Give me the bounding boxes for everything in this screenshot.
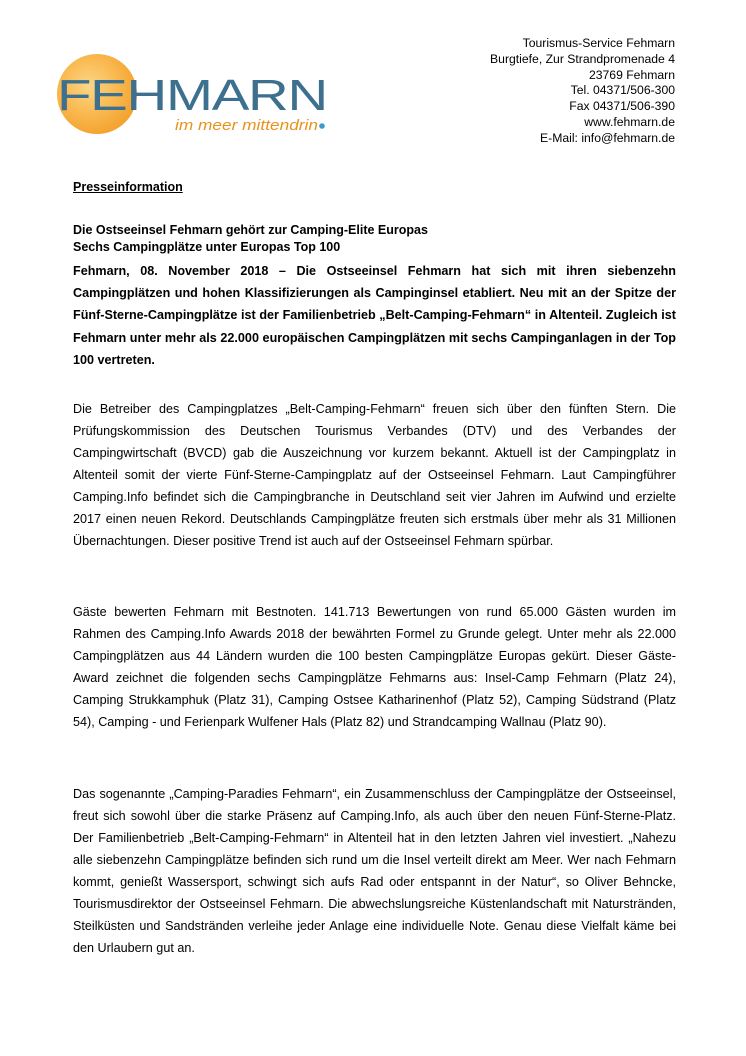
paragraph-text: Gäste bewerten Fehmarn mit Bestnoten. 141.713 Bewertungen von rund 65.000 Gästen wurden im Rahmen des Camping.Info Awards 2018 der bewährten Formel zu Grunde gelegt. Unter mehr als 22.000 Campingplätzen aus 44 Ländern wurden die 100 besten Campingplätze Europas gekürt. Dieser Gäste-Award zeichnet die folgenden sechs Campingplätze Fehmarns aus: Insel-Camp Fehmarn (Platz 24), Camping Strukkamphuk (Platz 31), Camping Ostsee Katharinenhof (Platz 52), Camping Südstrand (Platz 54), Camping - und Ferienpark Wulfener Hals (Platz 82) und Strandcamping Wallnau (Platz 90). — [73, 605, 676, 729]
headline: Die Ostseeinsel Fehmarn gehört zur Camping-Elite Europas — [73, 223, 428, 237]
address-line-website: www.fehmarn.de — [584, 114, 675, 129]
fehmarn-logo — [55, 52, 335, 147]
body-paragraph-1 — [73, 398, 676, 552]
address-line-organisation: Tourismus-Service Fehmarn — [522, 36, 675, 50]
section-label: Presseinformation — [73, 180, 183, 194]
body-paragraph-2 — [73, 601, 676, 733]
paragraph-text: Die Betreiber des Campingplatzes „Belt-Camping-Fehmarn“ freuen sich über den fünften Stern. Die Prüfungskommission des Deutschen Tourismus Verbandes (DTV) und des Verbandes der Campingwirtschaft (BVCD) gab die Auszeichnung vor kurzem bekannt. Aktuell ist der Campingplatz in Altenteil somit der vierte Fünf-Sterne-Campingplatz auf der Ostseeinsel Fehmarn. Laut Campingführer Camping.Info befindet sich die Campingbranche in Deutschland seit vier Jahren im Aufwind und erzielte 2017 einen neuen Rekord. Deutschlands Campingplätze freuten sich erstmals über mehr als 31 Millionen Übernachtungen. Dieser positive Trend ist auch auf der Ostseeinsel Fehmarn spürbar. — [73, 402, 676, 548]
address-line-email: E-Mail: info@fehmarn.de — [540, 130, 675, 145]
logo-tagline: im meer mittendrin — [175, 118, 318, 134]
address-line-city: 23769 Fehmarn — [588, 67, 675, 82]
lead-text: Fehmarn, 08. November 2018 – Die Ostseeinsel Fehmarn hat sich mit ihren siebenzehn Campingplätzen und hohen Klassifizierungen als Campinginsel etabliert. Neu mit an der Spitze der Fünf-Sterne-Campingplätze ist der Familienbetrieb „Belt-Camping-Fehmarn“ in Altenteil. Zugleich ist Fehmarn unter mehr als 22.000 europäischen Campingplätzen mit sechs Campinganlagen in der Top 100 vertreten. — [73, 264, 676, 367]
body-paragraph-3 — [73, 783, 676, 959]
address-line-phone: Tel. 04371/506-300 — [570, 83, 675, 98]
lead-paragraph — [73, 260, 676, 371]
logo-wordmark: FEHMARN — [57, 71, 327, 120]
fehmarn-logo-graphic — [55, 52, 335, 147]
address-line-fax: Fax 04371/506-390 — [569, 99, 675, 114]
paragraph-text: Das sogenannte „Camping-Paradies Fehmarn“, ein Zusammenschluss der Campingplätze der Ostseeinsel, freut sich sowohl über die starke Präsenz auf Camping.Info, als auch über den neuen Fünf-Sterne-Platz. Der Familienbetrieb „Belt-Camping-Fehmarn“ in Altenteil hat in den letzten Jahren viel investiert. „Nahezu alle siebenzehn Campingplätze befinden sich rund um die Insel verteilt direkt am Meer. Wer nach Fehmarn kommt, genießt Wassersport, schwingt sich aufs Rad oder entspannt in der Natur“, so Oliver Behncke, Tourismusdirektor der Ostseeinsel Fehmarn. Die abwechslungsreiche Küstenlandschaft mit Naturstränden, Steilküsten und Sandstränden verleihe jeder Anlage eine individuelle Note. Genau diese Vielfalt käme bei den Urlaubern gut an. — [73, 787, 676, 955]
subheadline: Sechs Campingplätze unter Europas Top 100 — [73, 240, 341, 254]
address-line-street: Burgtiefe, Zur Strandpromenade 4 — [490, 51, 675, 66]
sender-address — [490, 36, 675, 147]
headline-block — [73, 222, 428, 256]
tagline-dot-icon — [319, 123, 325, 129]
